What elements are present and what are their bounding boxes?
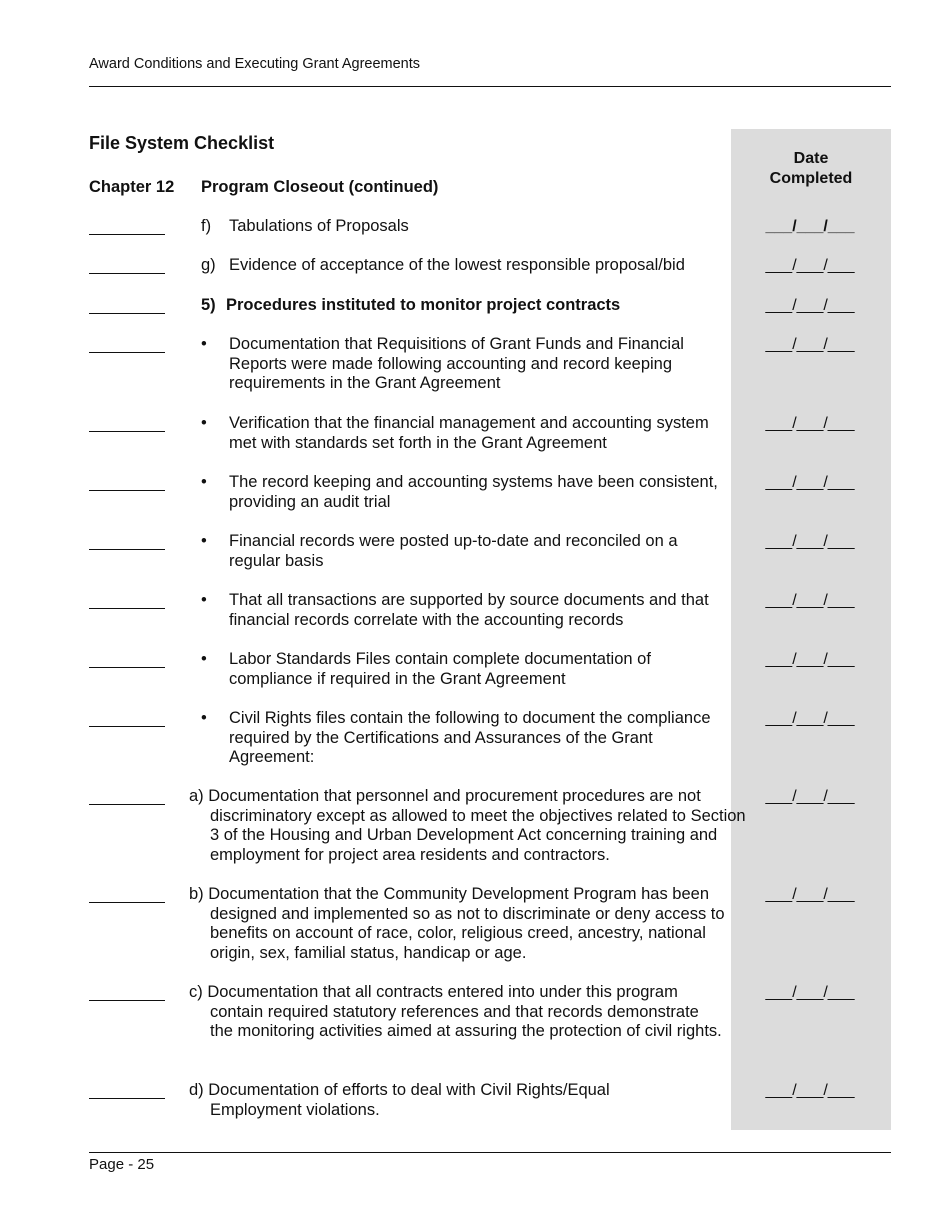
initials-blank[interactable]	[89, 726, 165, 727]
header-divider	[89, 86, 891, 87]
bullet-marker: •	[201, 709, 207, 727]
date-completed-column	[731, 129, 891, 1130]
bullet-marker: •	[201, 473, 207, 491]
item-text: Civil Rights files contain the following to document the compliance required by the Certifications and Assurances of the Grant Agreement:	[229, 709, 711, 767]
item-text: b) Documentation that the Community Development Program has been designed and implemented so as not to discriminate or deny access to benefits on account of race, color, religious creed, ancestry, national origin, sex, familial status, handicap or age.	[189, 885, 725, 962]
item-text: c) Documentation that all contracts entered into under this program contain required statutory references and that records demonstrate the monitoring activities aimed at assuring the protection of civil rights.	[189, 983, 722, 1041]
bullet-marker: •	[201, 335, 207, 353]
date-blank[interactable]: ___/___/___	[765, 415, 855, 432]
date-blank[interactable]: ___/___/___	[765, 710, 855, 727]
running-header: Award Conditions and Executing Grant Agreements	[89, 56, 421, 72]
item-text: d) Documentation of efforts to deal with Civil Rights/Equal Employment violations.	[189, 1081, 610, 1119]
date-blank[interactable]: ___/___/___	[765, 533, 855, 550]
item-text: Labor Standards Files contain complete documentation of compliance if required in the Grant Agreement	[229, 650, 651, 688]
initials-blank[interactable]	[89, 352, 165, 353]
date-blank[interactable]: ___/___/___	[765, 218, 855, 235]
initials-blank[interactable]	[89, 490, 165, 491]
item-marker: g)	[201, 256, 216, 274]
checklist-title: File System Checklist	[89, 133, 275, 153]
item-marker: 5)	[201, 296, 216, 314]
item-text: Evidence of acceptance of the lowest responsible proposal/bid	[229, 256, 685, 274]
bullet-marker: •	[201, 414, 207, 432]
initials-blank[interactable]	[89, 1098, 165, 1099]
initials-blank[interactable]	[89, 608, 165, 609]
date-blank[interactable]: ___/___/___	[765, 886, 855, 903]
bullet-marker: •	[201, 591, 207, 609]
footer-divider	[89, 1152, 891, 1153]
bullet-marker: •	[201, 650, 207, 668]
item-text: That all transactions are supported by source documents and that financial records correlate with the accounting records	[229, 591, 709, 629]
item-text: a) Documentation that personnel and procurement procedures are not discriminatory except as allowed to meet the objectives related to Section 3 of the Housing and Urban Development Act concerning training and employment for project area residents and contractors.	[189, 787, 746, 864]
initials-blank[interactable]	[89, 549, 165, 550]
initials-blank[interactable]	[89, 667, 165, 668]
item-text: The record keeping and accounting systems have been consistent, providing an audit trial	[229, 473, 718, 511]
chapter-label: Chapter 12	[89, 178, 175, 196]
date-blank[interactable]: ___/___/___	[765, 592, 855, 609]
initials-blank[interactable]	[89, 1000, 165, 1001]
item-text: Verification that the financial management and accounting system met with standards set forth in the Grant Agreement	[229, 414, 709, 452]
item-text: Documentation that Requisitions of Grant Funds and Financial Reports were made following accounting and record keeping requirements in the Grant Agreement	[229, 335, 684, 393]
date-completed-heading	[731, 149, 891, 189]
bullet-marker: •	[201, 532, 207, 550]
initials-blank[interactable]	[89, 902, 165, 903]
initials-blank[interactable]	[89, 431, 165, 432]
initials-blank[interactable]	[89, 273, 165, 274]
date-blank[interactable]: ___/___/___	[765, 474, 855, 491]
initials-blank[interactable]	[89, 313, 165, 314]
date-blank[interactable]: ___/___/___	[765, 984, 855, 1001]
date-blank[interactable]: ___/___/___	[765, 336, 855, 353]
date-heading-line-1: Date	[793, 150, 829, 167]
item-text: Tabulations of Proposals	[229, 217, 409, 235]
item-text: Financial records were posted up-to-date and reconciled on a regular basis	[229, 532, 678, 570]
date-blank[interactable]: ___/___/___	[765, 297, 855, 314]
date-heading-line-2: Completed	[769, 170, 853, 187]
date-blank[interactable]: ___/___/___	[765, 651, 855, 668]
page-number: Page - 25	[89, 1156, 155, 1173]
initials-blank[interactable]	[89, 234, 165, 235]
chapter-title: Program Closeout (continued)	[201, 178, 439, 196]
initials-blank[interactable]	[89, 804, 165, 805]
date-blank[interactable]: ___/___/___	[765, 1082, 855, 1099]
date-blank[interactable]: ___/___/___	[765, 788, 855, 805]
item-text: Procedures instituted to monitor project contracts	[226, 296, 621, 314]
item-marker: f)	[201, 217, 212, 235]
date-blank[interactable]: ___/___/___	[765, 257, 855, 274]
